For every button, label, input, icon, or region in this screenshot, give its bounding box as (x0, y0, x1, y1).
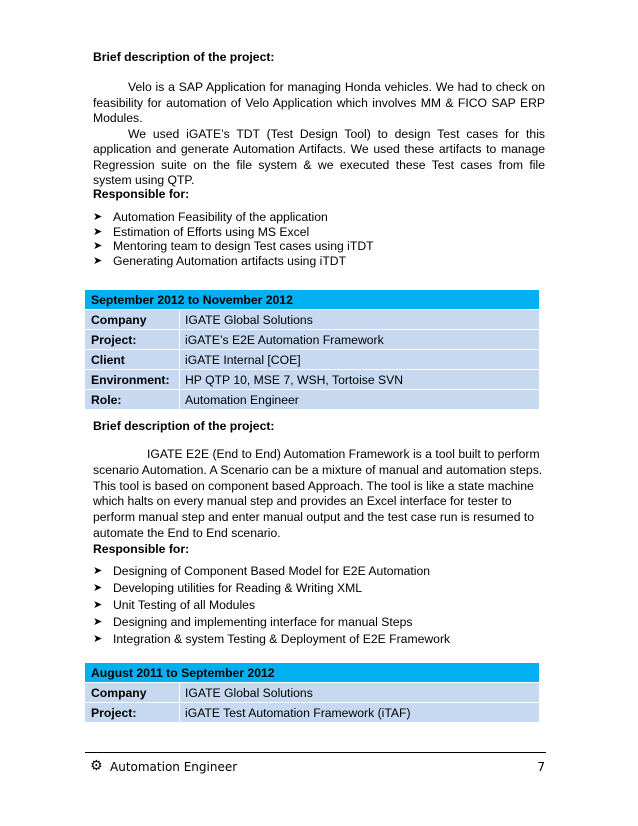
row-value: IGATE Global Solutions (180, 310, 540, 330)
period-label: August 2011 to September 2012 (85, 663, 539, 683)
description-paragraph: IGATE E2E (End to End) Automation Framework is a tool built to perform scenario Automation. A Scenario can be a mixture of manual and automation steps. This tool is based on component based Approach. The tool is like a state machine which halts on every manual step and provides an Excel interface for tester to perform manual step and enter manual output and the test case run is resumed to automate the End to End scenario. (93, 447, 543, 540)
arrow-bullet-icon: ➤ (93, 581, 103, 594)
arrow-bullet-icon: ➤ (93, 615, 103, 628)
description-paragraph: We used iGATE’s TDT (Test Design Tool) to design Test cases for this application and generate Automation Artifacts. We used these artifacts to manage Regression suite on the file system & we executed these Test cases from file system using QTP. (93, 126, 545, 187)
row-value: iGATE’s E2E Automation Framework (180, 330, 540, 350)
row-value: Automation Engineer (180, 390, 540, 410)
row-label: Project: (85, 703, 180, 723)
list-item: ➤ Unit Testing of all Modules (93, 597, 256, 612)
responsible-for-heading: Responsible for: (93, 542, 190, 556)
arrow-bullet-icon: ➤ (93, 211, 103, 223)
gear-icon: ⚙ (90, 758, 103, 774)
responsibilities-list (93, 563, 450, 647)
list-item: ➤ Designing and implementing interface for manual Steps (93, 614, 413, 629)
row-label: Client (85, 350, 180, 370)
list-item: ➤ Developing utilities for Reading & Writing XML (93, 580, 363, 595)
arrow-bullet-icon: ➤ (93, 240, 103, 252)
page-footer (90, 760, 545, 776)
project-info-table (85, 663, 539, 723)
table-row (85, 683, 539, 703)
table-row (85, 310, 539, 330)
row-value: iGATE Test Automation Framework (iTAF) (180, 703, 540, 723)
brief-description-heading: Brief description of the project: (93, 419, 275, 433)
row-label: Company (85, 683, 180, 703)
arrow-bullet-icon: ➤ (93, 598, 103, 611)
row-label: Role: (85, 390, 180, 410)
list-item: ➤ Automation Feasibility of the application (93, 210, 328, 224)
brief-description-heading: Brief description of the project: (93, 50, 275, 64)
list-item: ➤ Generating Automation artifacts using iTDT (93, 253, 347, 268)
row-label: Company (85, 310, 180, 330)
row-label: Project: (85, 330, 180, 350)
project-info-table (85, 290, 539, 410)
table-row (85, 330, 539, 350)
table-row (85, 350, 539, 370)
row-value: iGATE Internal [COE] (180, 350, 540, 370)
list-item: ➤ Estimation of Efforts using MS Excel (93, 224, 310, 239)
period-label: September 2012 to November 2012 (85, 290, 539, 310)
footer-divider (85, 752, 546, 753)
row-label: Environment: (85, 370, 180, 390)
footer-title: Automation Engineer (110, 760, 238, 774)
table-row (85, 370, 539, 390)
row-value: HP QTP 10, MSE 7, WSH, Tortoise SVN (180, 370, 540, 390)
responsibilities-list (93, 210, 374, 268)
page-number: 7 (537, 760, 545, 774)
arrow-bullet-icon: ➤ (93, 225, 103, 238)
arrow-bullet-icon: ➤ (93, 565, 103, 577)
project-description (93, 80, 545, 189)
table-period-row (85, 290, 539, 310)
list-item: ➤ Designing of Component Based Model for E2E Automation (93, 564, 431, 578)
list-item: ➤ Mentoring team to design Test cases using iTDT (93, 239, 374, 253)
responsible-for-heading: Responsible for: (93, 187, 190, 201)
table-row (85, 703, 539, 723)
arrow-bullet-icon: ➤ (93, 632, 103, 645)
list-item: ➤ Integration & system Testing & Deployment of E2E Framework (93, 631, 451, 646)
arrow-bullet-icon: ➤ (93, 254, 103, 267)
table-row (85, 390, 539, 410)
project-description (93, 447, 545, 542)
table-period-row (85, 663, 539, 683)
row-value: IGATE Global Solutions (180, 683, 540, 703)
description-paragraph: Velo is a SAP Application for managing Honda vehicles. We had to check on feasibility for automation of Velo Application which involves MM & FICO SAP ERP Modules. (93, 80, 545, 125)
